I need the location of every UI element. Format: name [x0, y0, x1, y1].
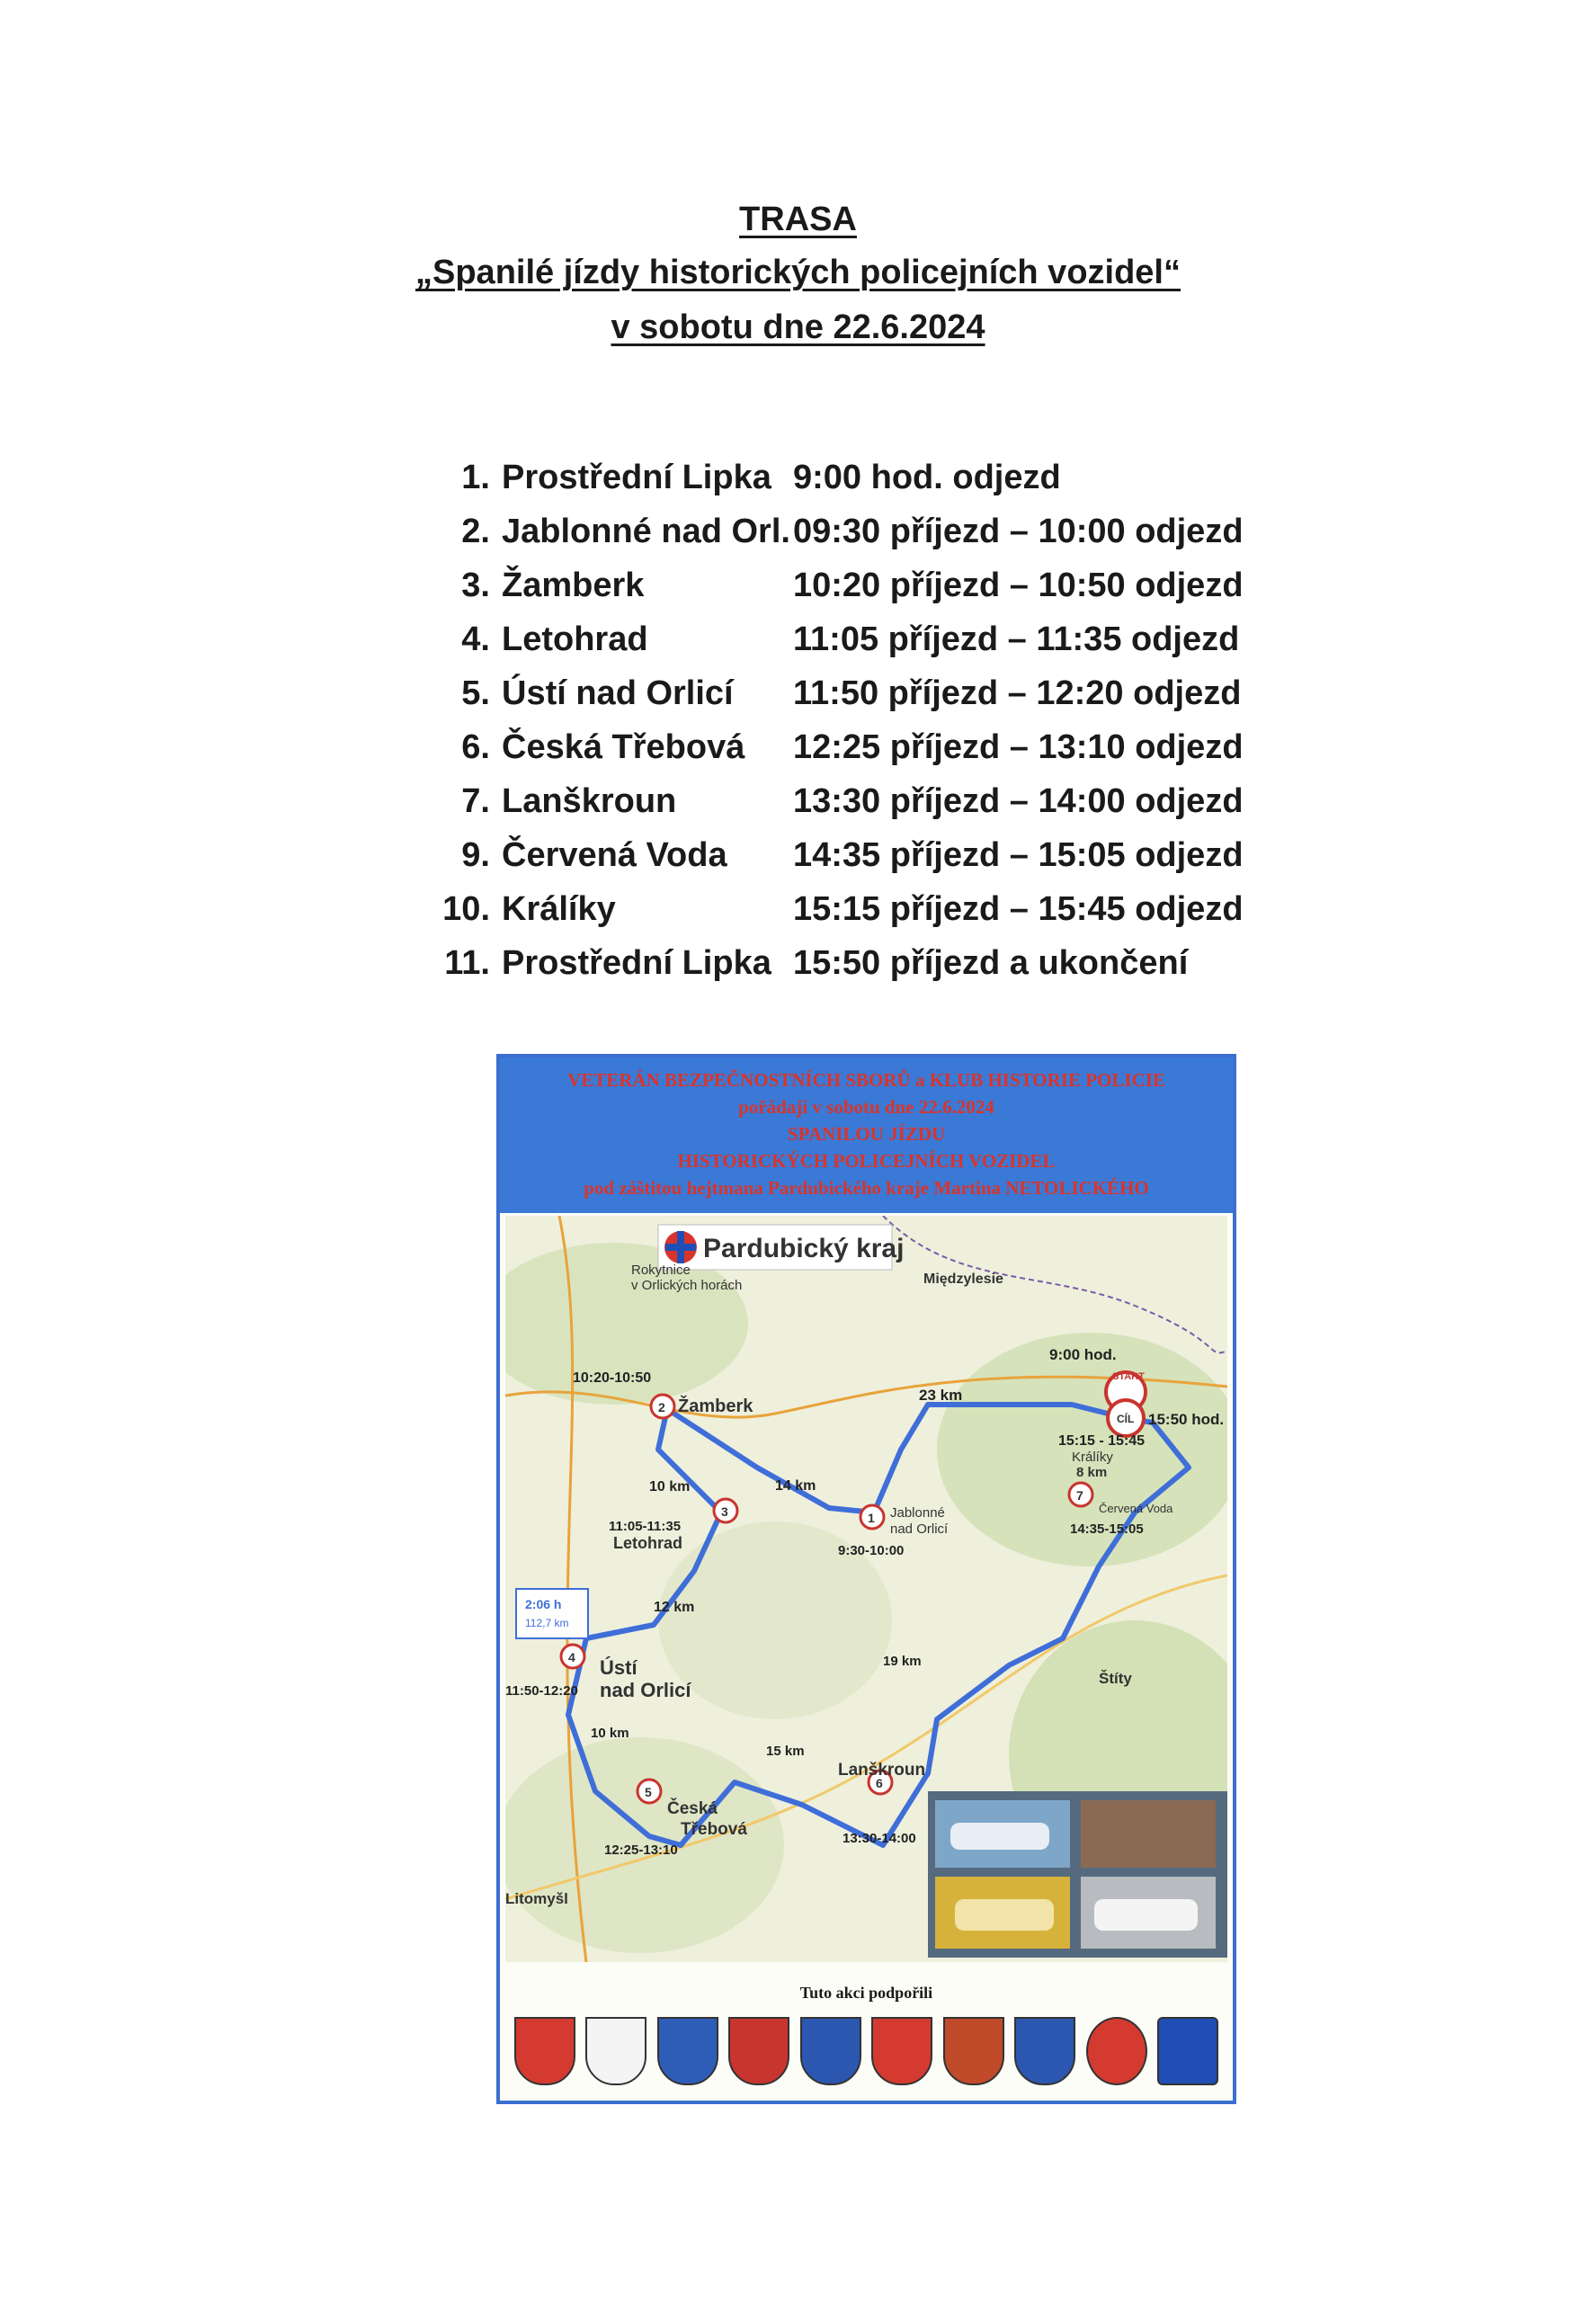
- schedule-place: Jablonné nad Orl.: [502, 513, 790, 550]
- schedule-time: 15:50 příjezd a ukončení: [793, 944, 1189, 982]
- map-label: 12:25-13:10: [604, 1842, 678, 1858]
- map-label: START: [1112, 1371, 1145, 1382]
- map-label: 9:30-10:00: [838, 1543, 905, 1558]
- schedule-number: 6.: [461, 728, 490, 766]
- schedule-place: Červená Voda: [502, 836, 727, 874]
- map-label: Česká: [667, 1799, 718, 1818]
- schedule-time: 12:25 příjezd – 13:10 odjezd: [793, 728, 1244, 766]
- schedule-time: 11:05 příjezd – 11:35 odjezd: [793, 620, 1240, 658]
- vehicle-photo-collage: [928, 1791, 1227, 1958]
- marker-number: 6: [876, 1776, 883, 1790]
- schedule-number: 7.: [461, 782, 490, 820]
- map-label: 10 km: [649, 1479, 691, 1495]
- omb-logo-icon: [1157, 2017, 1218, 2085]
- crest-icon: [943, 2017, 1004, 2085]
- region-name: Pardubický kraj: [703, 1234, 905, 1263]
- map-label: Jablonné: [890, 1505, 945, 1521]
- crest-icon: [657, 2017, 718, 2085]
- schedule-time: 11:50 příjezd – 12:20 odjezd: [793, 674, 1242, 712]
- schedule-row: [423, 836, 1322, 890]
- poster-header: [500, 1057, 1233, 1213]
- schedule-time: 10:20 příjezd – 10:50 odjezd: [793, 567, 1244, 604]
- document-subtitle: „Spanilé jízdy historických policejních vozidel“: [415, 254, 1181, 291]
- poster-header-line: pořádají v sobotu dne 22.6.2024: [738, 1096, 994, 1118]
- map-label: CÍL: [1117, 1413, 1135, 1425]
- map-label: Litomyšl: [505, 1890, 568, 1907]
- schedule-row: [423, 674, 1322, 728]
- police-logo-icon: [1086, 2017, 1147, 2085]
- schedule-time: 14:35 příjezd – 15:05 odjezd: [793, 836, 1244, 874]
- document-title: TRASA: [739, 201, 857, 238]
- map-label: 15 km: [766, 1744, 805, 1759]
- map-label: 112,7 km: [525, 1617, 569, 1629]
- map-label: 15:15 - 15:45: [1058, 1433, 1146, 1449]
- map-label: 2:06 h: [525, 1597, 562, 1611]
- crest-icon: [514, 2017, 575, 2085]
- schedule-place: Česká Třebová: [502, 728, 745, 766]
- map-label: 15:50 hod.: [1148, 1411, 1225, 1428]
- map-label: Štíty: [1099, 1670, 1132, 1687]
- schedule-place: Prostřední Lipka: [502, 459, 771, 496]
- schedule-time: 9:00 hod. odjezd: [793, 459, 1061, 496]
- map-label: 14:35-15:05: [1070, 1521, 1144, 1537]
- map-label: Letohrad: [613, 1534, 683, 1552]
- poster-header-line: VETERÁN BEZPEČNOSTNÍCH SBORŮ a KLUB HISTORIE POLICIE: [567, 1069, 1165, 1091]
- route-poster: [496, 1054, 1236, 2104]
- crest-icon: [871, 2017, 932, 2085]
- map-label: Rokytnice: [631, 1263, 691, 1278]
- map-label: 14 km: [775, 1478, 816, 1494]
- schedule-place: Žamberk: [502, 567, 645, 604]
- schedule-number: 3.: [461, 567, 490, 604]
- schedule-place: Prostřední Lipka: [502, 944, 771, 982]
- schedule-place: Králíky: [502, 890, 616, 928]
- schedule-number: 4.: [461, 620, 490, 658]
- crest-icon: [728, 2017, 789, 2085]
- map-label: 19 km: [883, 1654, 922, 1669]
- map-label: 13:30-14:00: [843, 1831, 916, 1846]
- schedule-time: 09:30 příjezd – 10:00 odjezd: [793, 513, 1244, 550]
- schedule-number: 9.: [461, 836, 490, 874]
- map-label: nad Orlicí: [600, 1679, 691, 1701]
- map-label: nad Orlicí: [890, 1521, 949, 1537]
- map-label: 10 km: [591, 1726, 629, 1741]
- map-label: 9:00 hod.: [1049, 1346, 1117, 1363]
- schedule-place: Letohrad: [502, 620, 648, 658]
- schedule-row: [423, 620, 1322, 674]
- map-label: 23 km: [919, 1387, 963, 1404]
- schedule-place: Ústí nad Orlicí: [502, 674, 734, 712]
- map-label: Červená Voda: [1099, 1502, 1173, 1515]
- schedule-row: [423, 459, 1322, 513]
- schedule-number: 1.: [461, 459, 490, 496]
- schedule-row: [423, 782, 1322, 836]
- map-label: Králíky: [1072, 1450, 1113, 1465]
- marker-number: 4: [568, 1650, 575, 1664]
- map-label: 11:05-11:35: [609, 1519, 682, 1534]
- map-label: 11:50-12:20: [505, 1683, 578, 1699]
- document-date: v sobotu dne 22.6.2024: [611, 308, 985, 346]
- schedule-list: [423, 459, 1322, 998]
- marker-number: 7: [1076, 1488, 1083, 1503]
- schedule-place: Lanškroun: [502, 782, 677, 820]
- route-map: [505, 1216, 1227, 1962]
- crest-icon: [1014, 2017, 1075, 2085]
- marker-number: 3: [721, 1504, 728, 1519]
- map-label: Žamberk: [678, 1396, 753, 1416]
- sponsors-caption: Tuto akci podpořili: [799, 1984, 933, 2002]
- map-label: 8 km: [1076, 1465, 1108, 1480]
- schedule-number: 2.: [461, 513, 490, 550]
- schedule-number: 10.: [442, 890, 490, 928]
- marker-number: 2: [658, 1400, 665, 1414]
- map-label: Třebová: [681, 1820, 747, 1839]
- schedule-row: [423, 567, 1322, 620]
- schedule-row: [423, 890, 1322, 944]
- map-label: v Orlických horách: [631, 1278, 743, 1293]
- map-label: 10:20-10:50: [573, 1370, 652, 1386]
- marker-number: 5: [645, 1785, 652, 1799]
- poster-header-line: HISTORICKÝCH POLICEJNÍCH VOZIDEL: [677, 1150, 1056, 1172]
- schedule-number: 11.: [444, 944, 490, 982]
- schedule-number: 5.: [461, 674, 490, 712]
- map-label: Lanškroun: [838, 1761, 926, 1780]
- sponsor-logos: [509, 2015, 1224, 2087]
- schedule-time: 15:15 příjezd – 15:45 odjezd: [793, 890, 1244, 928]
- crest-icon: [800, 2017, 861, 2085]
- schedule-row: [423, 728, 1322, 782]
- map-label: 12 km: [654, 1600, 695, 1615]
- map-label: Ústí: [600, 1656, 638, 1679]
- schedule-time: 13:30 příjezd – 14:00 odjezd: [793, 782, 1244, 820]
- map-label: Międzylesie: [923, 1271, 1003, 1287]
- schedule-row: [423, 513, 1322, 567]
- poster-header-line: pod záštitou hejtmana Pardubického kraje Martina NETOLICKÉHO: [584, 1177, 1149, 1199]
- crest-icon: [585, 2017, 646, 2085]
- poster-header-line: SPANILOU JÍZDU: [787, 1123, 946, 1145]
- marker-number: 1: [868, 1511, 875, 1525]
- schedule-row: [423, 944, 1322, 998]
